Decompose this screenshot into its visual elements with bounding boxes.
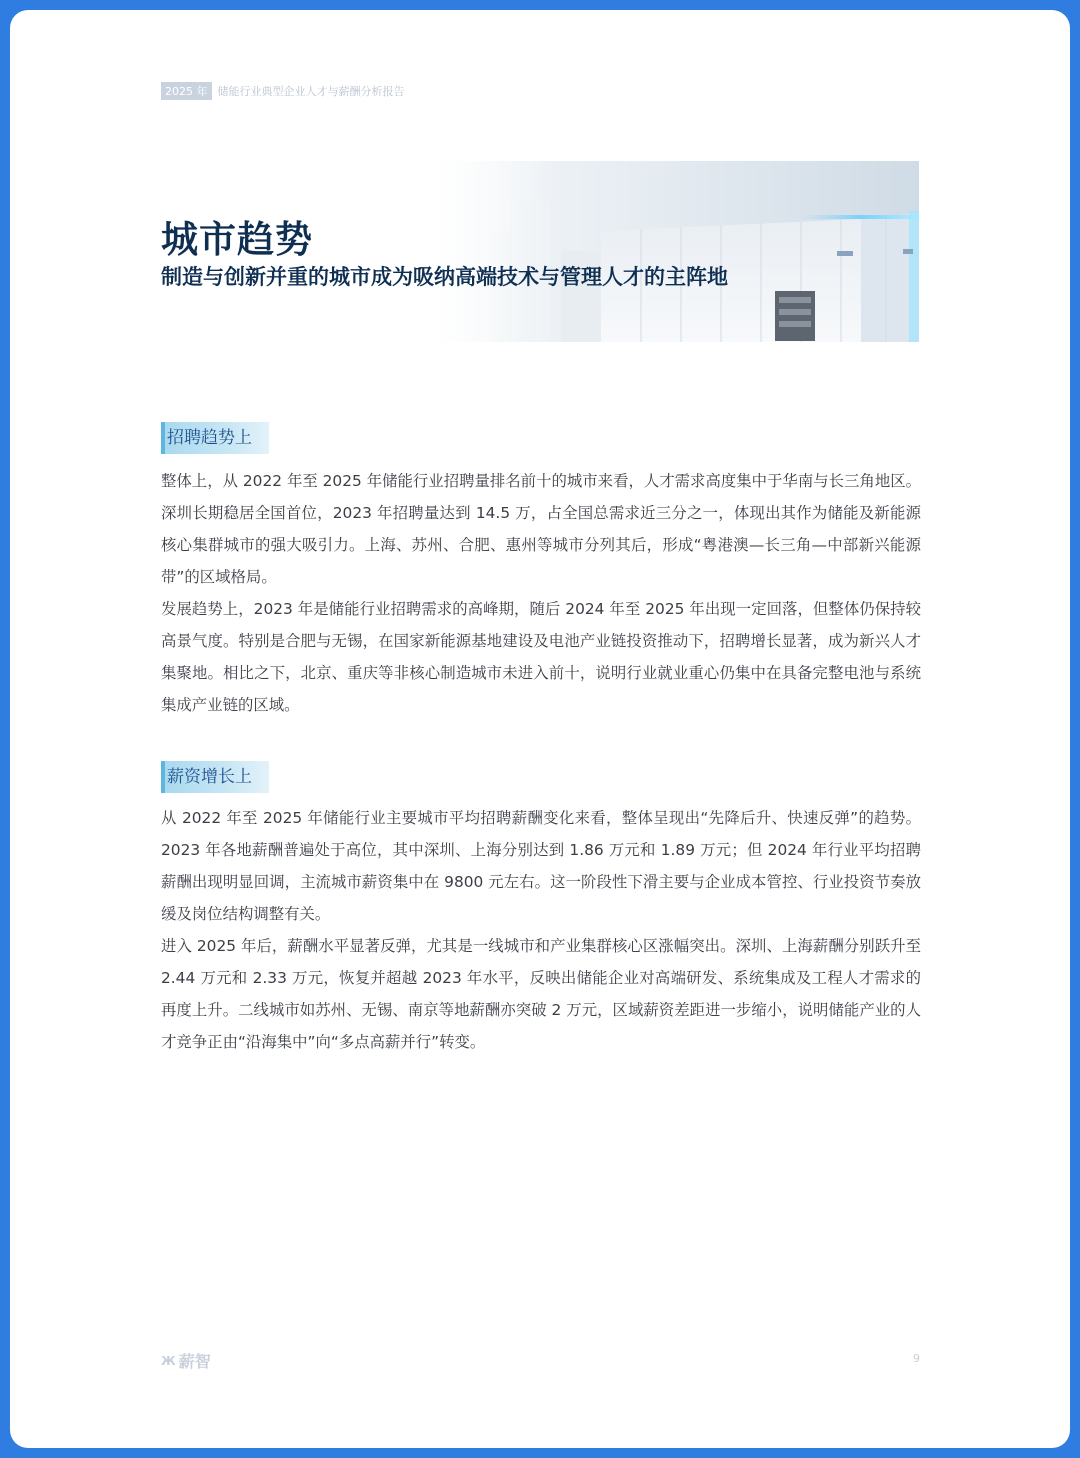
logo-mark-icon: Ж: [161, 1353, 175, 1368]
header-report-title: 储能行业典型企业人才与薪酬分析报告: [217, 85, 405, 98]
section-tag-salary: 薪资增长上: [161, 761, 269, 793]
section-banner: [161, 161, 919, 342]
recruitment-paragraph-2: 发展趋势上，2023 年是储能行业招聘需求的高峰期，随后 2024 年至 2025 年出现一定回落，但整体仍保持较高景气度。特别是合肥与无锡，在国家新能源基地建设及电池产业链投资推动下，招聘增长显著，成为新兴人才集聚地。相比之下，北京、重庆等非核心制造城市未进入前十，说明行业就业重心仍集中在具备完整电池与系统集成产业链的区域。: [161, 600, 921, 714]
xinzhi-logo: [161, 1349, 211, 1372]
header-year-tag: 2025 年: [161, 82, 212, 100]
section-tag-recruitment: 招聘趋势上: [161, 422, 269, 454]
salary-paragraph-1: 从 2022 年至 2025 年储能行业主要城市平均招聘薪酬变化来看，整体呈现出“先降后升、快速反弹”的趋势。2023 年各地薪酬普遍处于高位，其中深圳、上海分别达到 1.86 万元和 1.89 万元；但 2024 年行业平均招聘薪酬出现明显回调，主流城市薪资集中在 9800 元左右。这一阶段性下滑主要与企业成本管控、行业投资节奏放缓及岗位结构调整有关。: [161, 809, 921, 923]
page-number: 9: [913, 1352, 920, 1365]
logo-text: 薪智: [178, 1352, 211, 1371]
running-header: [161, 82, 405, 100]
recruitment-paragraph-1: 整体上，从 2022 年至 2025 年储能行业招聘量排名前十的城市来看，人才需求高度集中于华南与长三角地区。深圳长期稳居全国首位，2023 年招聘量达到 14.5 万，占全国总需求近三分之一，体现出其作为储能及新能源核心集群城市的强大吸引力。上海、苏州、合肥、惠州等城市分列其后，形成“粤港澳—长三角—中部新兴能源带”的区域格局。: [161, 472, 921, 586]
banner-title: 城市趋势: [161, 217, 313, 261]
report-page: [10, 10, 1070, 1448]
salary-paragraph-2: 进入 2025 年后，薪酬水平显著反弹，尤其是一线城市和产业集群核心区涨幅突出。深圳、上海薪酬分别跃升至 2.44 万元和 2.33 万元，恢复并超越 2023 年水平，反映出储能企业对高端研发、系统集成及工程人才需求的再度上升。二线城市如苏州、无锡、南京等地薪酬亦突破 2 万元，区域薪资差距进一步缩小，说明储能产业的人才竞争正由“沿海集中”向“多点高薪并行”转变。: [161, 937, 921, 1051]
banner-subtitle: 制造与创新并重的城市成为吸纳高端技术与管理人才的主阵地: [161, 264, 728, 289]
